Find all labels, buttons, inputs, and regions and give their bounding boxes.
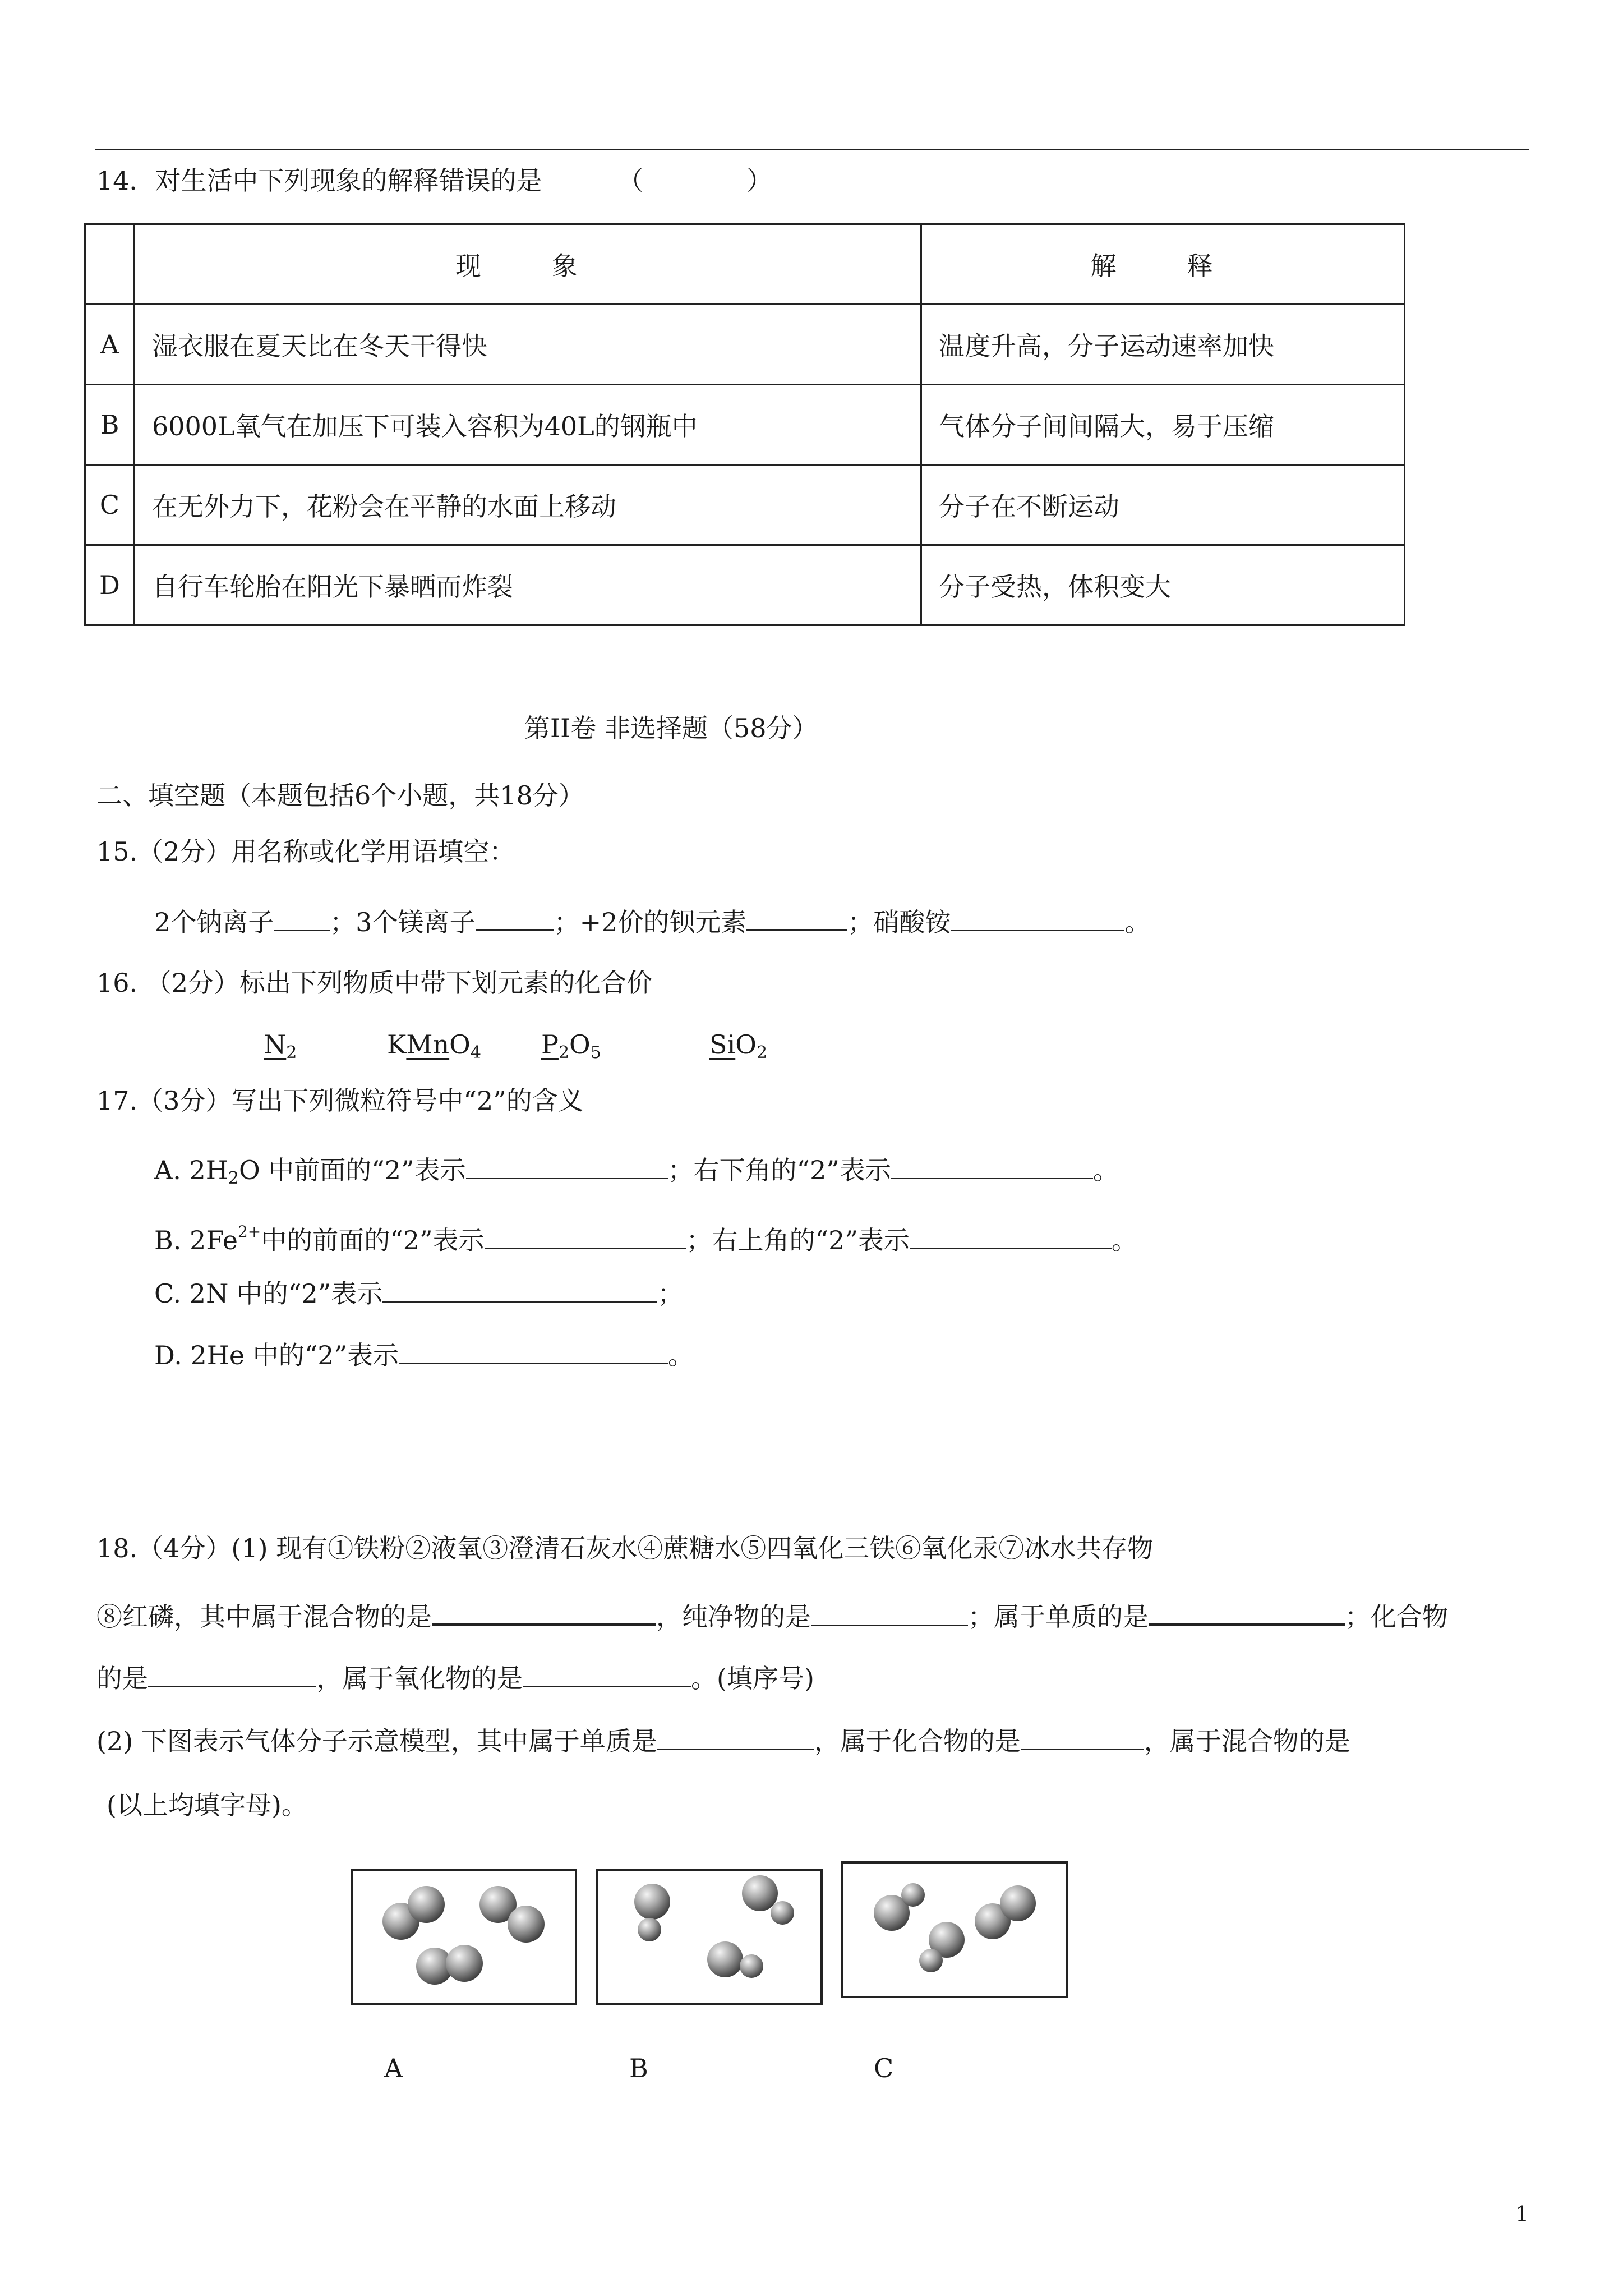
row-option: C <box>85 465 135 545</box>
subscript: 4 <box>470 1043 481 1062</box>
q17-stem: 17.（3分）写出下列微粒符号中“2”的含义 <box>96 1085 584 1116</box>
q18-text: 。(填序号) <box>691 1663 814 1694</box>
q15-item-sodium: 2个钠离子 <box>154 907 274 937</box>
atom-small <box>919 1949 943 1972</box>
q17-a-text: O 中前面的“2”表示 <box>238 1155 466 1185</box>
q15-item-magnesium: ；3个镁离子 <box>330 907 476 937</box>
q18-text: ，属于化合物的是 <box>814 1726 1021 1756</box>
subscript: 2 <box>228 1168 239 1188</box>
row-phenomenon: 自行车轮胎在阳光下暴晒而炸裂 <box>135 545 921 625</box>
q17-a-text: A. 2H <box>154 1155 228 1185</box>
underlined-element: P <box>541 1029 559 1060</box>
row-phenomenon: 在无外力下，花粉会在平静的水面上移动 <box>135 465 921 545</box>
row-option: D <box>85 545 135 625</box>
q17-a-text: ；右下角的“2”表示 <box>667 1155 891 1185</box>
row-explanation: 温度升高，分子运动速率加快 <box>921 305 1405 385</box>
atom-large <box>408 1886 445 1923</box>
atom-large <box>634 1884 670 1920</box>
q17-c-end: ； <box>657 1278 684 1309</box>
q15-item-ammonium-nitrate: ；硝酸铵 <box>847 907 951 937</box>
atom-large <box>742 1875 778 1911</box>
q18-text: ，属于氧化物的是 <box>316 1663 523 1694</box>
subscript: 5 <box>590 1043 601 1062</box>
q16-stem: 16. （2分）标出下列物质中带下划元素的化合价 <box>96 968 653 998</box>
atom-small <box>638 1918 661 1941</box>
model-box-b <box>597 1870 822 2004</box>
underlined-element: Si <box>709 1029 736 1060</box>
model-label-a: A <box>384 2053 403 2083</box>
q14-stem-text: 14．对生活中下列现象的解释错误的是 <box>96 165 542 196</box>
row-explanation: 分子受热，体积变大 <box>921 545 1405 625</box>
q14-answer-paren: （ ） <box>617 165 773 196</box>
q17-c-text: C. 2N 中的“2”表示 <box>154 1278 383 1309</box>
q18-text: (2) 下图表示气体分子示意模型，其中属于单质是 <box>96 1726 657 1756</box>
q18-text: ⑧红磷，其中属于混合物的是 <box>96 1602 432 1632</box>
q15-end: 。 <box>1124 907 1151 937</box>
q17-b-text: B. 2Fe <box>154 1225 238 1255</box>
q17-a-end: 。 <box>1092 1155 1119 1185</box>
q18-line-1: 18.（4分）(1) 现有①铁粉②液氧③澄清石灰水④蔗糖水⑤四氧化三铁⑥氧化汞⑦冰水共存物 <box>96 1533 1154 1563</box>
element: O <box>569 1029 591 1060</box>
row-explanation: 分子在不断运动 <box>921 465 1405 545</box>
model-box-c <box>842 1862 1067 1997</box>
element: K <box>387 1029 407 1060</box>
q18-text: 的是 <box>96 1663 148 1694</box>
model-box-a <box>352 1870 576 2004</box>
subscript: 2 <box>558 1043 570 1062</box>
part-heading: 二、填空题（本题包括6个小题，共18分） <box>96 780 584 811</box>
superscript: 2+ <box>237 1222 261 1241</box>
row-explanation: 气体分子间间隔大，易于压缩 <box>921 385 1405 465</box>
element: O <box>449 1029 471 1060</box>
element: O <box>735 1029 757 1060</box>
atom-small <box>740 1954 763 1978</box>
q18-text: ，纯净物的是 <box>656 1602 811 1632</box>
q17-d-end: 。 <box>668 1340 694 1370</box>
header-phenomenon: 现 象 <box>135 224 921 305</box>
row-phenomenon: 湿衣服在夏天比在冬天干得快 <box>135 305 921 385</box>
underlined-element: Mn <box>406 1029 450 1060</box>
q18-text: ；属于单质的是 <box>968 1602 1149 1632</box>
row-option: A <box>85 305 135 385</box>
atom-large <box>446 1945 483 1982</box>
row-phenomenon: 6000L氧气在加压下可装入容积为40L的钢瓶中 <box>135 385 921 465</box>
subscript: 2 <box>286 1043 297 1062</box>
subscript: 2 <box>756 1043 768 1062</box>
q17-d-text: D. 2He 中的“2”表示 <box>154 1340 399 1370</box>
atom-small <box>771 1901 794 1925</box>
row-option: B <box>85 385 135 465</box>
q15-item-barium: ；+2价的钡元素 <box>554 907 747 937</box>
section-title: 第II卷 非选择题（58分） <box>524 713 818 743</box>
atom-large <box>707 1941 743 1977</box>
atom-large <box>508 1906 545 1943</box>
q17-b-text: 中的前面的“2”表示 <box>261 1225 485 1255</box>
q15-stem: 15.（2分）用名称或化学用语填空： <box>96 836 515 867</box>
underlined-element: N <box>264 1029 287 1060</box>
q18-line-5: (以上均填字母)。 <box>107 1790 307 1820</box>
atom-small <box>901 1883 925 1907</box>
q17-b-text: ；右上角的“2”表示 <box>686 1225 910 1255</box>
q18-text: ；化合物 <box>1345 1602 1448 1632</box>
page-number: 1 <box>1515 2202 1529 2226</box>
q17-b-end: 。 <box>1111 1225 1137 1255</box>
model-label-c: C <box>874 2053 894 2083</box>
model-label-b: B <box>629 2053 648 2083</box>
header-explanation: 解 释 <box>921 224 1405 305</box>
atom-large <box>1000 1885 1036 1921</box>
q18-text: ，属于混合物的是 <box>1144 1726 1350 1756</box>
